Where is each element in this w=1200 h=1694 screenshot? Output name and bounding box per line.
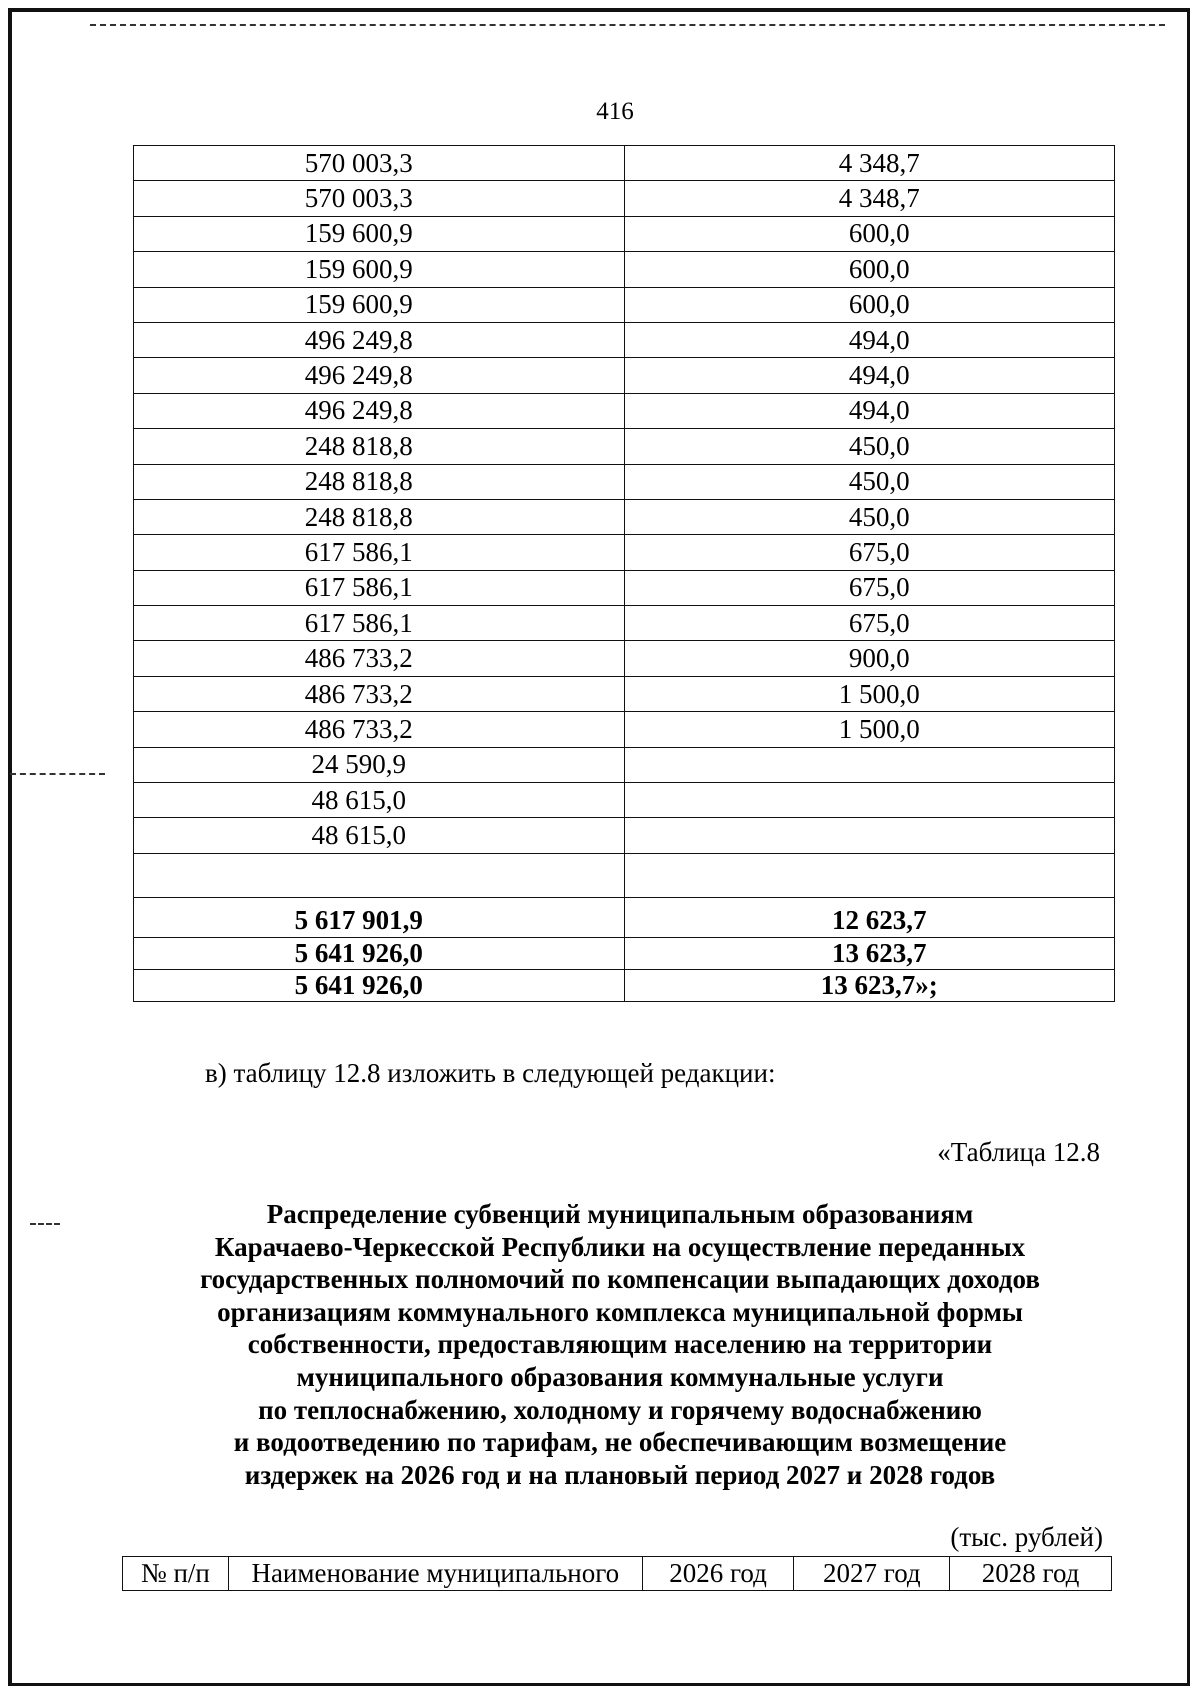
cell-value-right <box>624 818 1115 853</box>
total-row <box>134 969 1115 1001</box>
heading-line: и водоотведению по тарифам, не обеспечивающим возмещение <box>233 1427 1007 1458</box>
table-row <box>134 747 1115 782</box>
page-number: 416 <box>596 98 634 125</box>
table-row <box>134 641 1115 676</box>
margin-mark <box>10 773 105 775</box>
heading-line: государственных полномочий по компенсации выпадающих доходов <box>200 1264 1040 1295</box>
table-row <box>134 499 1115 534</box>
table-row <box>134 783 1115 818</box>
cell-value-right: 13 623,7 <box>624 937 1115 969</box>
cell-value-right: 1 500,0 <box>624 676 1115 711</box>
cell-value-left: 159 600,9 <box>134 252 625 287</box>
cell-value-right: 675,0 <box>624 535 1115 570</box>
heading-line: издержек на 2026 год и на плановый период 2027 и 2028 годов <box>244 1459 996 1490</box>
table-row <box>134 818 1115 853</box>
cell-value-left: 159 600,9 <box>134 216 625 251</box>
table-row <box>134 287 1115 322</box>
unit-label: (тыс. рублей) <box>950 1522 1103 1552</box>
cell-value-left: 5 641 926,0 <box>134 937 625 969</box>
table-row <box>134 570 1115 605</box>
table-row <box>134 464 1115 499</box>
cell-value-right: 4 348,7 <box>624 146 1115 181</box>
col-header-2026: 2026 год <box>642 1557 794 1591</box>
cell-value-left: 5 641 926,0 <box>134 969 625 1001</box>
table-row <box>134 535 1115 570</box>
table-row <box>134 358 1115 393</box>
cell-value-right: 450,0 <box>624 464 1115 499</box>
margin-mark <box>30 1223 60 1225</box>
table-row <box>134 712 1115 747</box>
table-row <box>134 429 1115 464</box>
cell-value-left: 5 617 901,9 <box>134 897 625 937</box>
table-row <box>134 146 1115 181</box>
table-row <box>134 252 1115 287</box>
cell-value-left: 486 733,2 <box>134 641 625 676</box>
cell-value-left <box>134 853 625 897</box>
cell-value-right: 600,0 <box>624 287 1115 322</box>
cell-value-right <box>624 783 1115 818</box>
cell-value-right <box>624 853 1115 897</box>
cell-value-right: 1 500,0 <box>624 712 1115 747</box>
heading-line: по теплоснабжению, холодному и горячему водоснабжению <box>258 1394 982 1425</box>
cell-value-right: 675,0 <box>624 606 1115 641</box>
cell-value-left: 48 615,0 <box>134 783 625 818</box>
cell-value-right: 12 623,7 <box>624 897 1115 937</box>
cell-value-left: 496 249,8 <box>134 393 625 428</box>
table-row <box>134 676 1115 711</box>
heading-line: Распределение субвенций муниципальным образованиям <box>266 1199 974 1229</box>
table-row <box>134 322 1115 357</box>
heading-line: Карачаево-Черкесской Республики на осуществление переданных <box>214 1231 1026 1262</box>
heading-line: организациям коммунального комплекса муниципальной формы <box>217 1296 1023 1327</box>
cell-value-left: 248 818,8 <box>134 464 625 499</box>
cell-value-right <box>624 747 1115 782</box>
cell-value-right: 600,0 <box>624 252 1115 287</box>
cell-value-left: 24 590,9 <box>134 747 625 782</box>
cell-value-right: 494,0 <box>624 322 1115 357</box>
col-header-2027: 2027 год <box>794 1557 950 1591</box>
heading-line: муниципального образования коммунальные услуги <box>296 1361 944 1392</box>
cell-value-left: 617 586,1 <box>134 570 625 605</box>
cell-value-left: 570 003,3 <box>134 146 625 181</box>
table-header-row <box>123 1557 1112 1591</box>
table-heading <box>130 1198 1110 1491</box>
cell-value-right: 900,0 <box>624 641 1115 676</box>
cell-value-left: 248 818,8 <box>134 499 625 534</box>
cell-value-right: 450,0 <box>624 499 1115 534</box>
table-row <box>134 606 1115 641</box>
cell-value-left: 48 615,0 <box>134 818 625 853</box>
col-header-2028: 2028 год <box>950 1557 1112 1591</box>
intro-text: в) таблицу 12.8 изложить в следующей редакции: <box>205 1058 776 1088</box>
col-header-number: № п/п <box>123 1557 229 1591</box>
top-dashed-line <box>90 24 1165 26</box>
cell-value-right: 600,0 <box>624 216 1115 251</box>
total-row <box>134 937 1115 969</box>
cell-value-right: 675,0 <box>624 570 1115 605</box>
table-row <box>134 181 1115 216</box>
values-table <box>133 145 1115 1002</box>
cell-value-left: 486 733,2 <box>134 676 625 711</box>
table-row <box>134 216 1115 251</box>
cell-value-left: 486 733,2 <box>134 712 625 747</box>
cell-value-left: 248 818,8 <box>134 429 625 464</box>
cell-value-right: 494,0 <box>624 393 1115 428</box>
cell-value-right: 13 623,7»; <box>624 969 1115 1001</box>
cell-value-right: 4 348,7 <box>624 181 1115 216</box>
cell-value-left: 617 586,1 <box>134 535 625 570</box>
cell-value-left: 570 003,3 <box>134 181 625 216</box>
table-label: «Таблица 12.8 <box>937 1137 1100 1167</box>
cell-value-right: 494,0 <box>624 358 1115 393</box>
cell-value-left: 159 600,9 <box>134 287 625 322</box>
subventions-table-header <box>122 1556 1112 1591</box>
cell-value-left: 617 586,1 <box>134 606 625 641</box>
heading-line: собственности, предоставляющим населению на территории <box>247 1329 993 1360</box>
cell-value-right: 450,0 <box>624 429 1115 464</box>
table-row <box>134 393 1115 428</box>
total-row <box>134 897 1115 937</box>
cell-value-left: 496 249,8 <box>134 322 625 357</box>
col-header-name: Наименование муниципального <box>228 1557 642 1591</box>
cell-value-left: 496 249,8 <box>134 358 625 393</box>
table-row <box>134 853 1115 897</box>
